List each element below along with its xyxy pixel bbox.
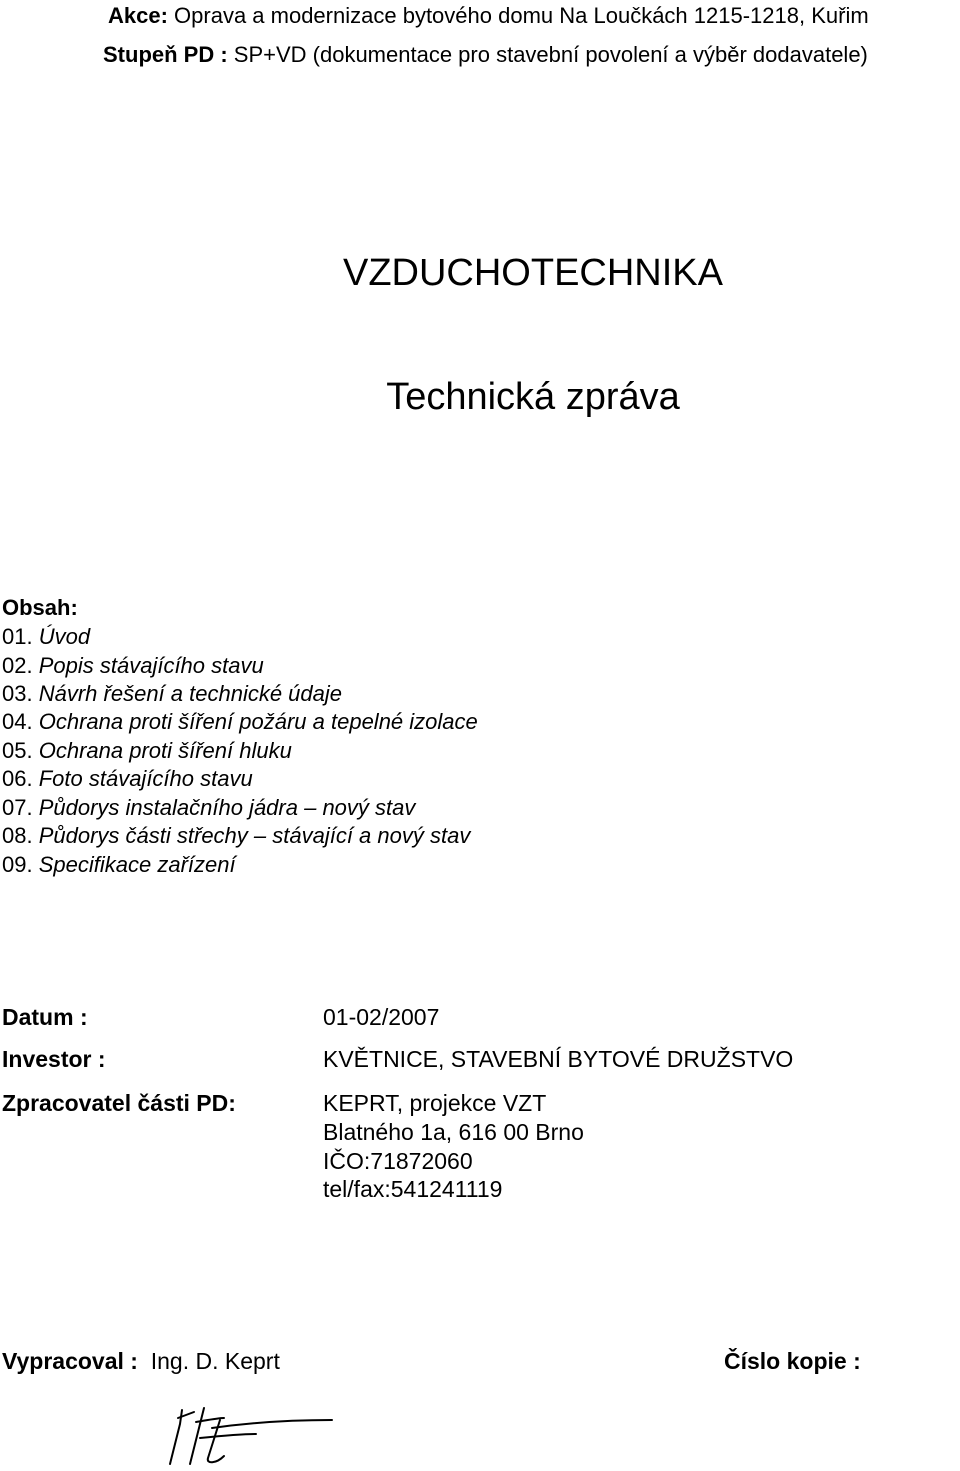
toc-item-number: 08. bbox=[2, 823, 33, 848]
akce-value: Oprava a modernizace bytového domu Na Loučkách 1215-1218, Kuřim bbox=[167, 3, 869, 28]
toc-item bbox=[2, 624, 90, 650]
toc-item bbox=[2, 681, 342, 707]
stupen-label: Stupeň PD : bbox=[103, 42, 228, 67]
toc-item bbox=[2, 823, 470, 849]
document-title: VZDUCHOTECHNIKA bbox=[342, 252, 724, 294]
toc-item bbox=[2, 766, 253, 792]
zpracovatel-phone: tel/fax:541241119 bbox=[323, 1176, 503, 1202]
toc-item-number: 06. bbox=[2, 766, 33, 791]
investor-label: Investor : bbox=[2, 1046, 106, 1072]
toc-item-text: Půdorys instalačního jádra – nový stav bbox=[38, 795, 416, 820]
handwritten-signature bbox=[160, 1398, 340, 1470]
toc-item-text: Ochrana proti šíření hluku bbox=[38, 738, 292, 763]
akce-line bbox=[108, 3, 869, 29]
toc-item bbox=[2, 709, 478, 735]
toc-item-text: Popis stávajícího stavu bbox=[38, 653, 264, 678]
stupen-value: SP+VD (dokumentace pro stavební povolení a výběr dodavatele) bbox=[227, 42, 868, 67]
investor-value: KVĚTNICE, STAVEBNÍ BYTOVÉ DRUŽSTVO bbox=[323, 1046, 794, 1072]
toc-item-text: Půdorys části střechy – stávající a nový stav bbox=[38, 823, 471, 848]
toc-item-number: 09. bbox=[2, 852, 33, 877]
toc-item-text: Návrh řešení a technické údaje bbox=[38, 681, 343, 706]
toc-item-number: 01. bbox=[2, 624, 33, 649]
zpracovatel-label: Zpracovatel části PD: bbox=[2, 1090, 236, 1116]
toc-item bbox=[2, 852, 236, 878]
akce-label: Akce: bbox=[108, 3, 168, 28]
toc-item-number: 07. bbox=[2, 795, 33, 820]
document-subtitle: Technická zpráva bbox=[386, 376, 680, 418]
toc-item-text: Foto stávajícího stavu bbox=[38, 766, 253, 791]
cislo-kopie-line bbox=[724, 1348, 861, 1375]
vypracoval-line bbox=[2, 1348, 280, 1375]
toc-item-number: 02. bbox=[2, 653, 33, 678]
vypracoval-label: Vypracoval : bbox=[2, 1348, 138, 1374]
toc-item-number: 05. bbox=[2, 738, 33, 763]
stupen-line bbox=[103, 42, 868, 68]
cislo-kopie-label: Číslo kopie : bbox=[724, 1348, 861, 1374]
zpracovatel-ico: IČO:71872060 bbox=[323, 1148, 473, 1174]
toc-item-text: Ochrana proti šíření požáru a tepelné izolace bbox=[38, 709, 478, 734]
zpracovatel-address: Blatného 1a, 616 00 Brno bbox=[323, 1119, 584, 1145]
toc-item-text: Úvod bbox=[38, 624, 91, 649]
datum-value: 01-02/2007 bbox=[323, 1004, 440, 1030]
toc-item-number: 03. bbox=[2, 681, 33, 706]
toc-item-number: 04. bbox=[2, 709, 33, 734]
toc-item bbox=[2, 738, 292, 764]
toc-item bbox=[2, 653, 264, 679]
zpracovatel-name: KEPRT, projekce VZT bbox=[323, 1090, 547, 1116]
toc-item bbox=[2, 795, 415, 821]
vypracoval-value: Ing. D. Keprt bbox=[150, 1348, 280, 1374]
toc-item-text: Specifikace zařízení bbox=[38, 852, 236, 877]
datum-label: Datum : bbox=[2, 1004, 88, 1030]
toc-heading: Obsah: bbox=[2, 595, 78, 620]
